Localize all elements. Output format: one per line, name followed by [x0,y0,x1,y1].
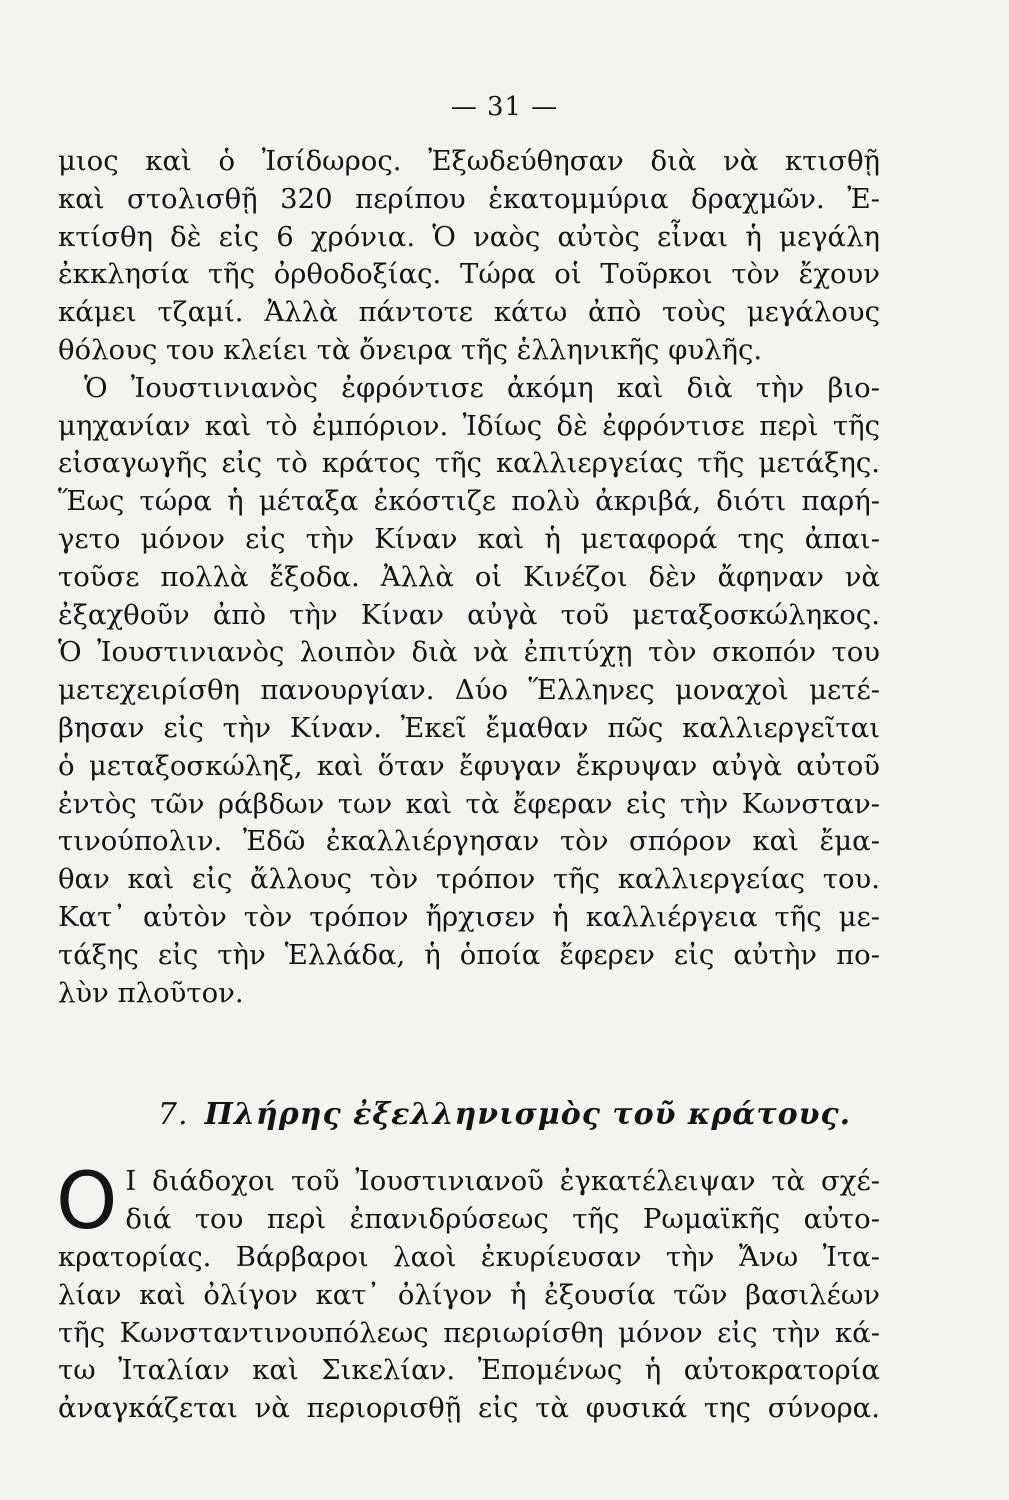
text-line: κτίσθη δὲ εἰς 6 χρόνια. Ὁ ναὸς αὐτὸς εἶναι ἡ μεγάλη [58,220,880,253]
text-line: Ὁ Ἰουστινιανὸς ἐφρόντισε ἀκόμη καὶ διὰ τὴν βιο- [84,371,880,404]
text-line: Ἕως τώρα ἡ μέταξα ἐκόστιζε πολὺ ἀκριβά, διότι παρή- [58,485,880,518]
text-line: μιος καὶ ὁ Ἰσίδωρος. Ἐξωδεύθησαν διὰ νὰ κτισθῇ [58,145,880,177]
text-line: μηχανίαν καὶ τὸ ἐμπόριον. Ἰδίως δὲ ἐφρόντισε περὶ τῆς [58,409,880,442]
text-line: τῆς Κωνσταντινουπόλεως περιωρίσθη μόνον εἰς τὴν κά- [58,1316,880,1349]
text-line: ὁ μεταξοσκώληξ, καὶ ὅταν ἔφυγαν ἔκρυψαν αὐγὰ αὐτοῦ [58,749,880,782]
text-line: εἰσαγωγῆς εἰς τὸ κράτος τῆς καλλιεργείας τῆς μετάξης. [58,447,880,480]
paragraph-block-1 [58,143,880,1012]
text-line: θαν καὶ εἰς ἄλλους τὸν τρόπον τῆς καλλιεργείας του. [58,863,880,896]
drop-cap: Ο [56,1157,118,1247]
text-line: ἐξαχθοῦν ἀπὸ τὴν Κίναν αὐγὰ τοῦ μεταξοσκώληκος. [58,598,880,631]
paragraph-block-2 [56,1157,880,1428]
text-line: τάξης εἰς τὴν Ἑλλάδα, ἡ ὁποία ἔφερεν εἰς αὐτὴν πο- [58,938,880,971]
text-line: μετεχειρίσθη πανουργίαν. Δύο Ἕλληνες μοναχοὶ μετέ- [58,674,880,707]
section-heading [0,1097,1009,1132]
text-line: ἀναγκάζεται νὰ περιορισθῇ εἰς τὰ φυσικά της σύνορα. [58,1392,880,1425]
text-line: λίαν καὶ ὀλίγον κατ᾿ ὀλίγον ἡ ἐξουσία τῶν βασιλέων [58,1278,880,1311]
page-number: — 31 — [450,92,559,122]
text-line: τοῦσε πολλὰ ἔξοδα. Ἀλλὰ οἱ Κινέζοι δὲν ἄφηναν νὰ [58,560,880,593]
text-line: τινούπολιν. Ἐδῶ ἐκαλλιέργησαν τὸν σπόρον καὶ ἔμα- [58,825,880,858]
text-line: ἐντὸς τῶν ράβδων των καὶ τὰ ἔφεραν εἰς τὴν Κωνσταν- [58,787,880,820]
text-line: Ὁ Ἰουστινιανὸς λοιπὸν διὰ νὰ ἐπιτύχῃ τὸν σκοπόν του [58,636,880,669]
text-line: γετο μόνον εἰς τὴν Κίναν καὶ ἡ μεταφορά της ἀπαι- [58,522,880,555]
text-line: τω Ἰταλίαν καὶ Σικελίαν. Ἐπομένως ἡ αὐτοκρατορία [58,1354,880,1387]
text-line: βησαν εἰς τὴν Κίναν. Ἐκεῖ ἔμαθαν πῶς καλλιεργεῖται [58,711,880,744]
section-number: 7. [157,1097,189,1132]
text-line: Ι διάδοχοι τοῦ Ἰουστινιανοῦ ἐγκατέλειψαν τὰ σχέ- [125,1165,880,1197]
text-line: Κατ᾿ αὐτὸν τὸν τρόπον ἤρχισεν ἡ καλλιέργεια τῆς με- [58,900,880,933]
text-line: κρατορίας. Βάρβαροι λαοὶ ἐκυρίευσαν τὴν Ἄνω Ἰτα- [58,1241,880,1273]
text-line: καὶ στολισθῇ 320 περίπου ἑκατομμύρια δραχμῶν. Ἐ- [58,182,880,215]
text-line: κάμει τζαμί. Ἀλλὰ πάντοτε κάτω ἀπὸ τοὺς μεγάλους [58,296,880,329]
section-title: Πλήρης ἐξελληνισμὸς τοῦ κράτους. [204,1097,852,1132]
text-line: ἐκκλησία τῆς ὀρθοδοξίας. Τώρα οἱ Τοῦρκοι τὸν ἔχουν [58,258,880,291]
text-line: θόλους του κλείει τὰ ὄνειρα τῆς ἑλληνικῆς φυλῆς. [58,333,763,366]
text-line: διά του περὶ ἐπανιδρύσεως τῆς Ρωμαϊκῆς αὐτο- [125,1202,880,1235]
text-line: λὺν πλοῦτον. [58,976,244,1009]
